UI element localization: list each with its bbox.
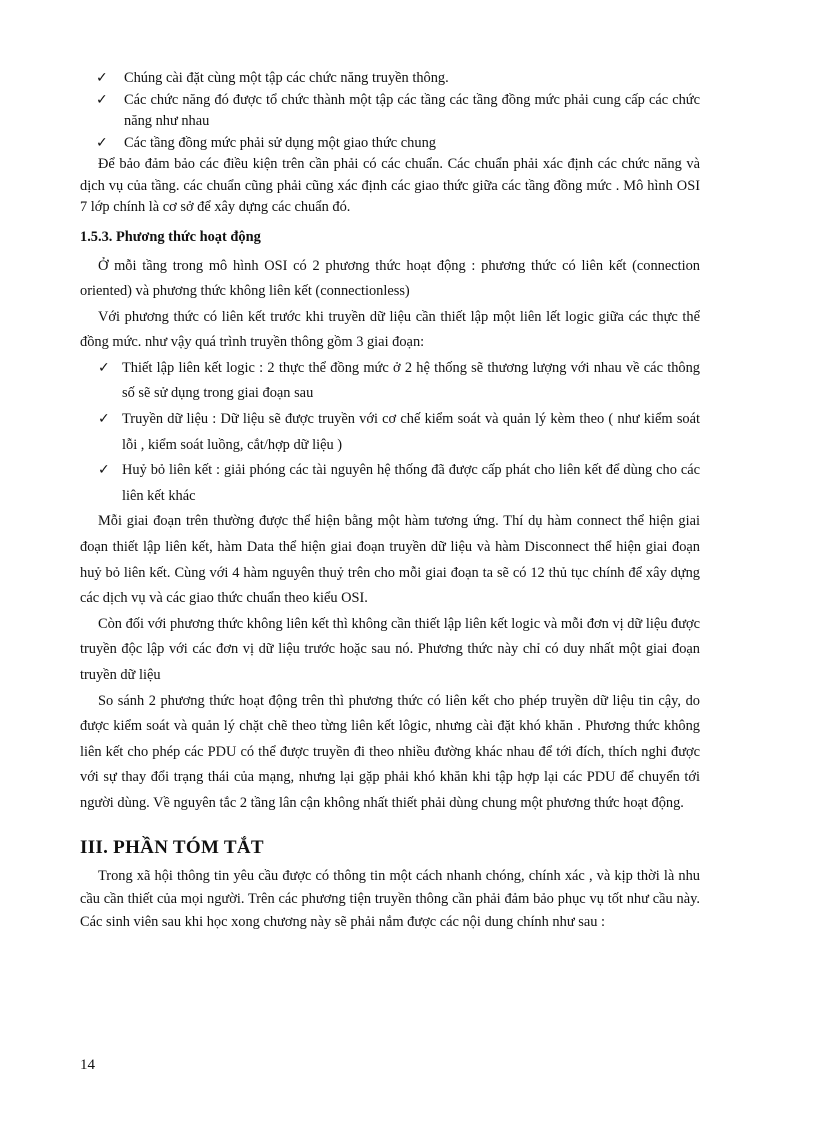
checkmark-icon: ✓ xyxy=(96,134,108,151)
paragraph-phases: Mỗi giai đoạn trên thường được thể hiện bằng một hàm tương ứng. Thí dụ hàm connect thể hiện giai đoạn thiết lập liên kết, hàm Data thể hiện giai đoạn truyền dữ liệu và hàm Disconnect thể hiện giai đoạn huỷ bỏ liên kết. Cùng với 4 hàm nguyên thuỷ trên cho mỗi giai đoạn ta sẽ có 12 thủ tục chính để xây dựng các dịch vụ và các giao thức chuẩn theo kiểu OSI. xyxy=(80,513,700,607)
document-page xyxy=(80,68,700,934)
paragraph-connectionless: Còn đối với phương thức không liên kết thì không cần thiết lập liên kết logic và mỗi đơn vị dữ liệu được truyền độc lập với các đơn vị dữ liệu trước hoặc sau nó. Phương thức này chỉ có duy nhất một giai đoạn truyền dữ liệu xyxy=(80,615,700,683)
check-item xyxy=(80,133,700,155)
check-text: Truyền dữ liệu : Dữ liệu sẽ được truyền với cơ chế kiểm soát và quản lý kèm theo ( như kiểm soát lỗi , kiểm soát luồng, cắt/hợp dữ liệu ) xyxy=(122,411,700,453)
section-heading: 1.5.3. Phương thức hoạt động xyxy=(80,228,261,245)
paragraph-modes: Ở mỗi tầng trong mô hình OSI có 2 phương thức hoạt động : phương thức có liên kết (connection oriented) và phương thức không liên kết (connectionless) xyxy=(80,257,700,300)
paragraph-connection: Với phương thức có liên kết trước khi truyền dữ liệu cần thiết lập một liên lết logic giữa các thực thể đồng mức. như vậy quá trình truyền thông gồm 3 giai đoạn: xyxy=(80,308,700,351)
check-text: Các chức năng đó được tổ chức thành một tập các tầng các tầng đồng mức phải cung cấp các chức năng như nhau xyxy=(124,91,700,129)
check-item xyxy=(80,407,700,458)
check-item xyxy=(80,356,700,407)
check-text: Thiết lập liên kết logic : 2 thực thể đồng mức ở 2 hệ thống sẽ thương lượng với nhau về các thông số sẽ sử dụng trong giai đoạn sau xyxy=(122,359,700,402)
check-text: Huỷ bỏ liên kết : giải phóng các tài nguyên hệ thống đã được cấp phát cho liên kết để dùng cho các liên kết khác xyxy=(122,462,700,504)
check-text: Chúng cài đặt cùng một tập các chức năng truyền thông. xyxy=(124,70,449,86)
check-item xyxy=(80,458,700,509)
checkmark-icon: ✓ xyxy=(98,411,110,428)
check-text: Các tầng đồng mức phải sử dụng một giao thức chung xyxy=(124,134,436,151)
check-item xyxy=(80,90,700,133)
checkmark-icon: ✓ xyxy=(96,70,108,86)
checkmark-icon: ✓ xyxy=(96,91,108,108)
paragraph-summary: Trong xã hội thông tin yêu cầu được có thông tin một cách nhanh chóng, chính xác , và kịp thời là nhu cầu cần thiết của mọi người. Trên các phương tiện truyền thông cần phải đảm bảo phục vụ tốt như cầu này. Các sinh viên sau khi học xong chương này sẽ phải nắm được các nội dung chính như sau : xyxy=(80,867,700,930)
checkmark-icon: ✓ xyxy=(98,359,110,376)
part-heading: III. PHẦN TÓM TẮT xyxy=(80,836,264,858)
check-item xyxy=(80,68,700,90)
paragraph-standards: Để bảo đảm bảo các điều kiện trên cần phải có các chuẩn. Các chuẩn phải xác định các chức năng và dịch vụ của tầng. các chuẩn cũng phải cũng xác định các giao thức giữa các tầng đồng mức . Mô hình OSI 7 lớp chính là cơ sở để xây dựng các chuẩn đó. xyxy=(80,156,700,215)
page-number: 14 xyxy=(80,1057,95,1073)
paragraph-compare: So sánh 2 phương thức hoạt động trên thì phương thức có liên kết cho phép truyền dữ liệu tin cậy, do được kiểm soát và quản lý chặt chẽ theo từng liên kết lôgic, nhưng cài đặt khó khăn . Phương thức không liên kết cho phép các PDU có thể được truyền đi theo nhiều đường khác nhau để tới đích, thích nghi được với sự thay đổi trạng thái của mạng, nhưng lại gặp phải khó khăn khi tập hợp lại các PDU để chuyển tới người dùng. Về nguyên tắc 2 tầng lân cận không nhất thiết phải dùng chung một phương thức hoạt động. xyxy=(80,692,700,811)
checkmark-icon: ✓ xyxy=(98,462,110,479)
